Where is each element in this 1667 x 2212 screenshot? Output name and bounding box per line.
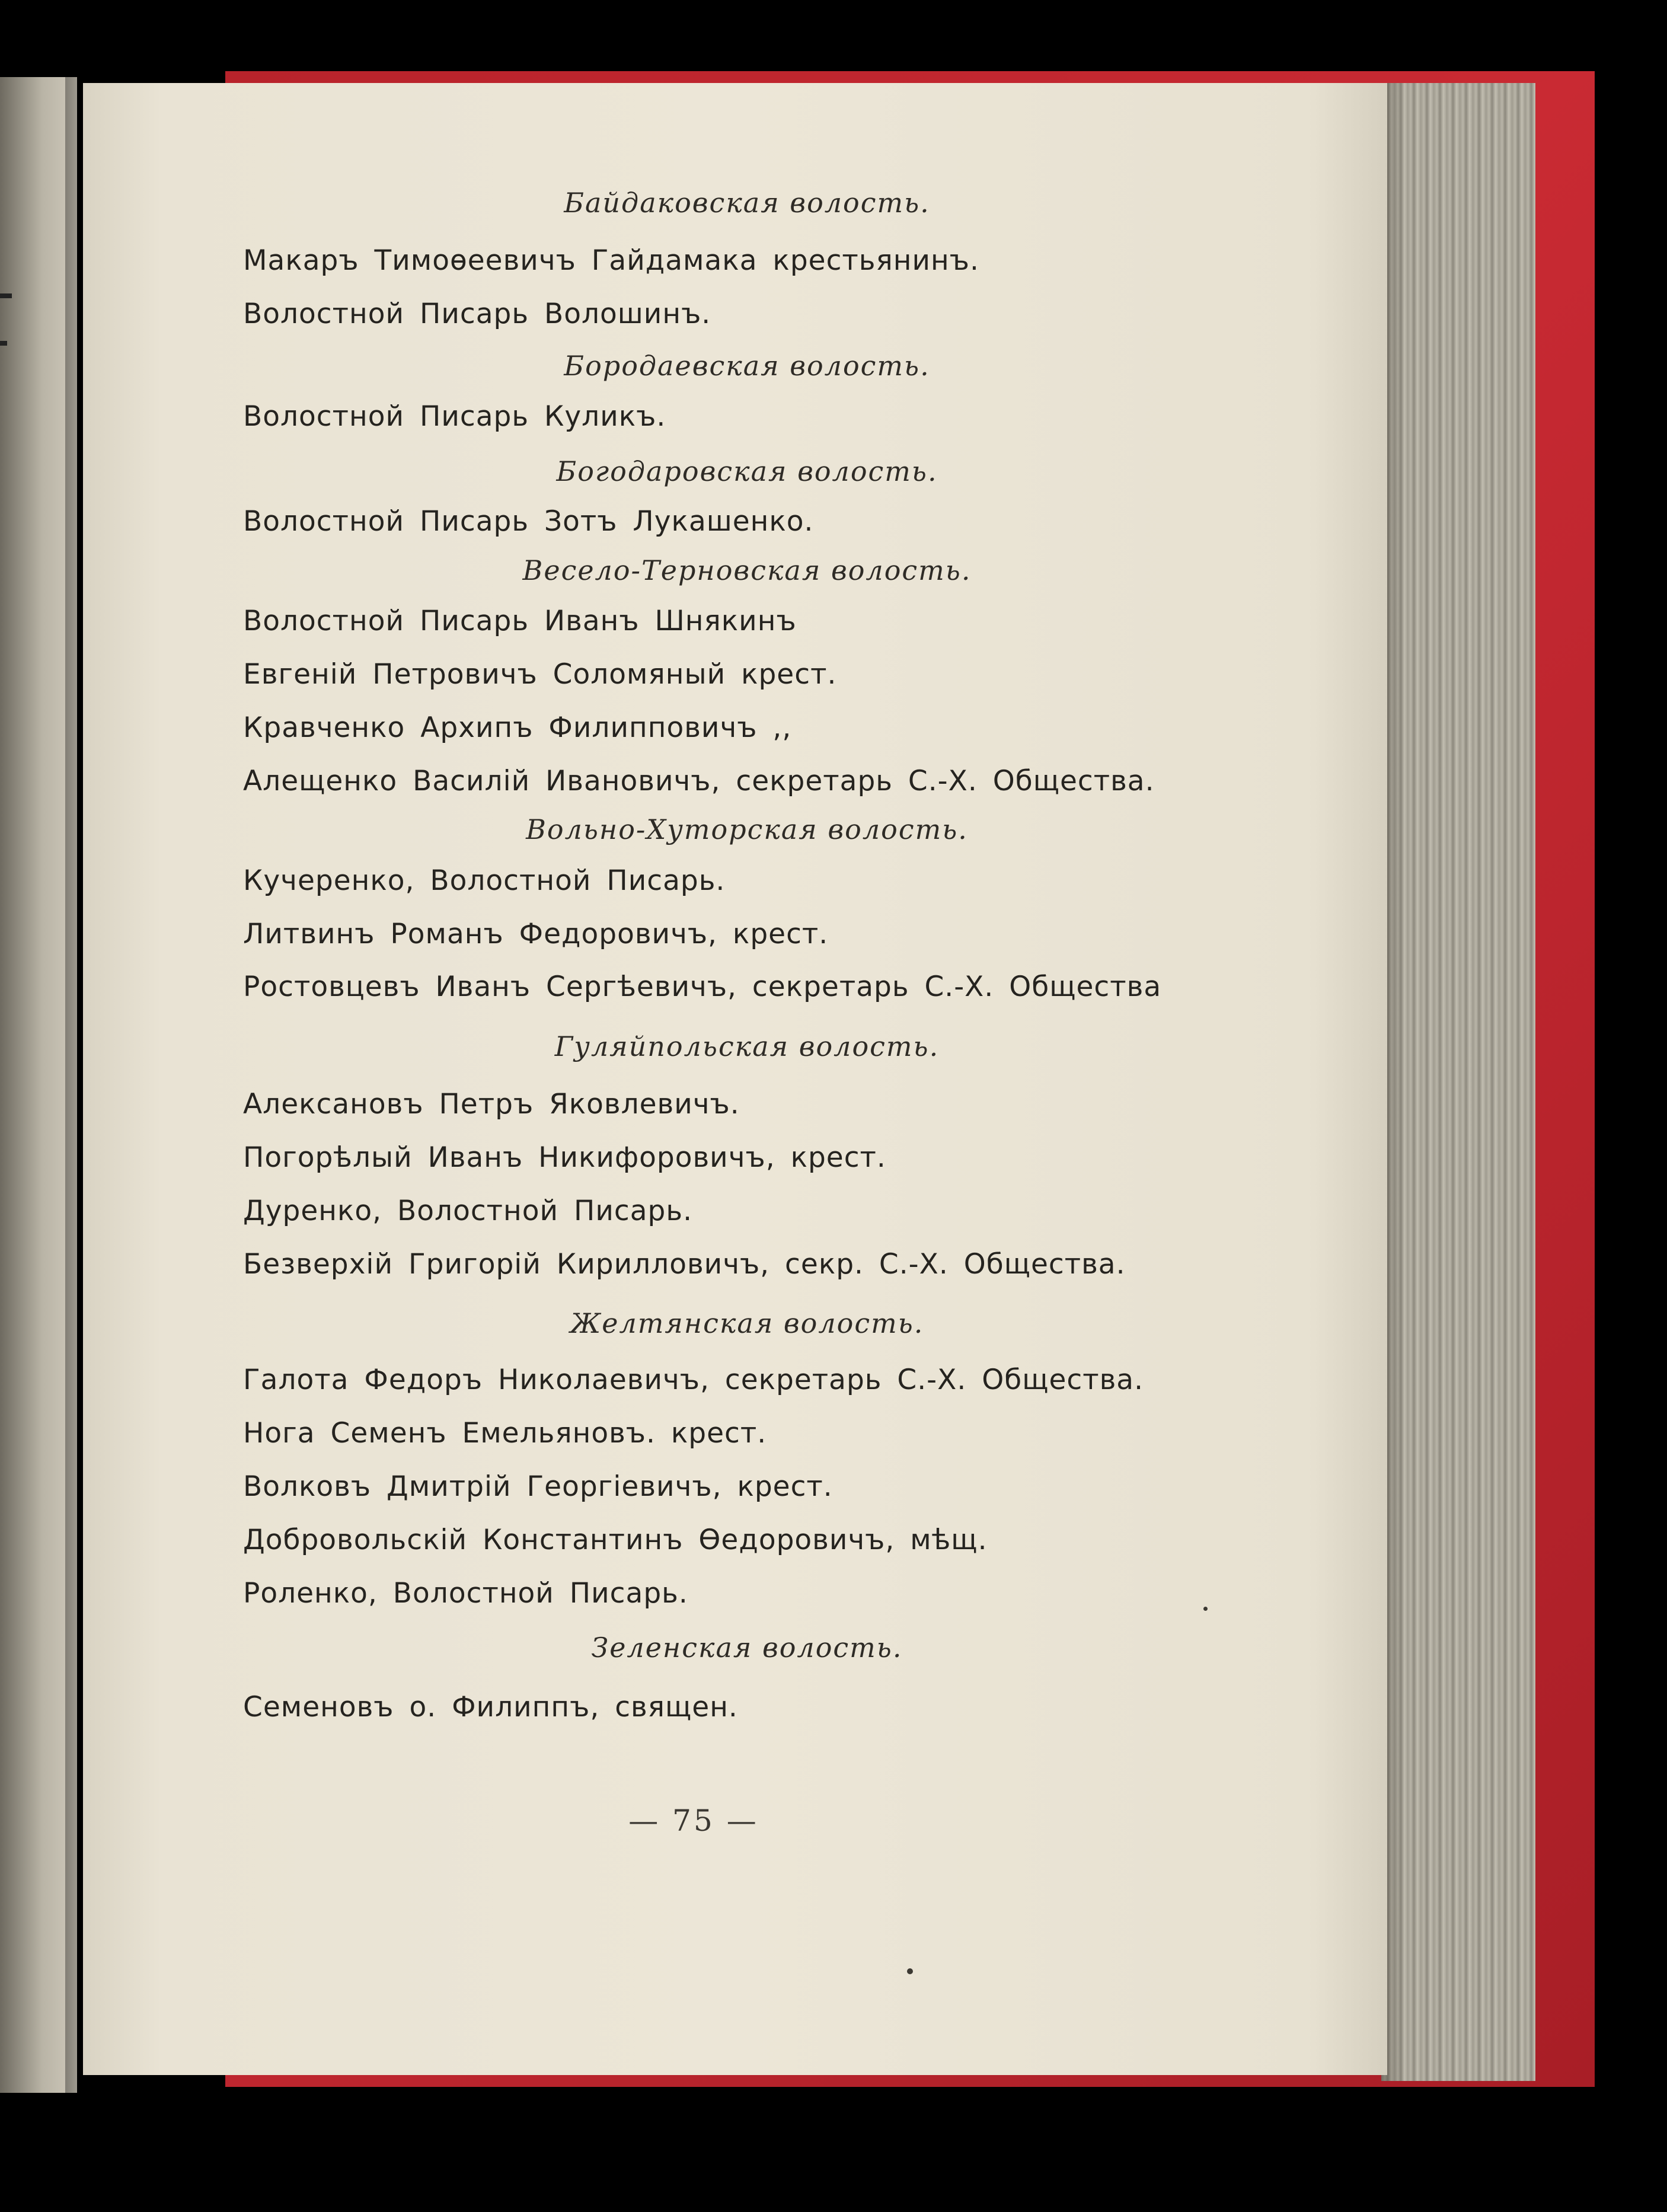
paper-speck [907,1968,913,1974]
entry-line: Добровольскій Константинъ Ѳедоровичъ, мѣщ. [243,1524,988,1556]
section-heading: Бородаевская волость. [564,350,930,382]
book-page [83,83,1387,2075]
entry-line: Алексановъ Петръ Яковлевичъ. [243,1088,740,1121]
section-heading: Богодаровская волость. [556,455,938,487]
section-heading: Гуляйпольская волость. [554,1030,940,1062]
entry-line: Алещенко Василій Ивановичъ, секретарь С.-Х. Общества. [243,765,1155,797]
entry-line: Волостной Писарь Зотъ Лукашенко. [243,505,814,538]
entry-line: Кравченко Архипъ Филипповичъ ,, [243,711,792,744]
entry-line: Безверхій Григорій Кирилловичъ, секр. С.-Х. Общества. [243,1248,1126,1281]
entry-line: Погорѣлый Иванъ Никифоровичъ, крест. [243,1141,886,1174]
page-number: — 75 — [628,1804,759,1838]
entry-line: Волостной Писарь Иванъ Шнякинъ [243,605,797,637]
section-heading: Байдаковская волость. [564,187,930,219]
entry-line: Роленко, Волостной Писарь. [243,1577,688,1610]
section-heading: Весело-Терновская волость. [522,554,972,586]
entry-line: Волковъ Дмитрій Георгіевичъ, крест. [243,1470,833,1503]
entry-line: Дуренко, Волостной Писарь. [243,1195,693,1227]
entry-line: Ростовцевъ Иванъ Сергѣевичъ, секретарь С.-Х. Общества [243,971,1162,1003]
entry-line: Кучеренко, Волостной Писарь. [243,864,726,897]
section-heading: Вольно-Хуторская волость. [526,813,968,845]
entry-line: Волостной Писарь Куликъ. [243,400,666,433]
left-page-mark [0,293,12,298]
entry-line: Нога Семенъ Емельяновъ. крест. [243,1417,767,1450]
paper-speck [1203,1607,1208,1611]
entry-line: Макаръ Тимоѳеевичъ Гайдамака крестьянинъ. [243,244,979,277]
section-heading: Зеленская волость. [591,1632,903,1664]
left-page-mark [0,341,7,346]
entry-line: Семеновъ о. Филиппъ, священ. [243,1691,738,1723]
entry-line: Волостной Писарь Волошинъ. [243,298,711,330]
entry-line: Галота Федоръ Николаевичъ, секретарь С.-Х. Общества. [243,1364,1144,1396]
entry-line: Евгеній Петровичъ Соломяный крест. [243,658,837,691]
entry-line: Литвинъ Романъ Федоровичъ, крест. [243,918,829,950]
section-heading: Желтянская волость. [570,1307,924,1339]
